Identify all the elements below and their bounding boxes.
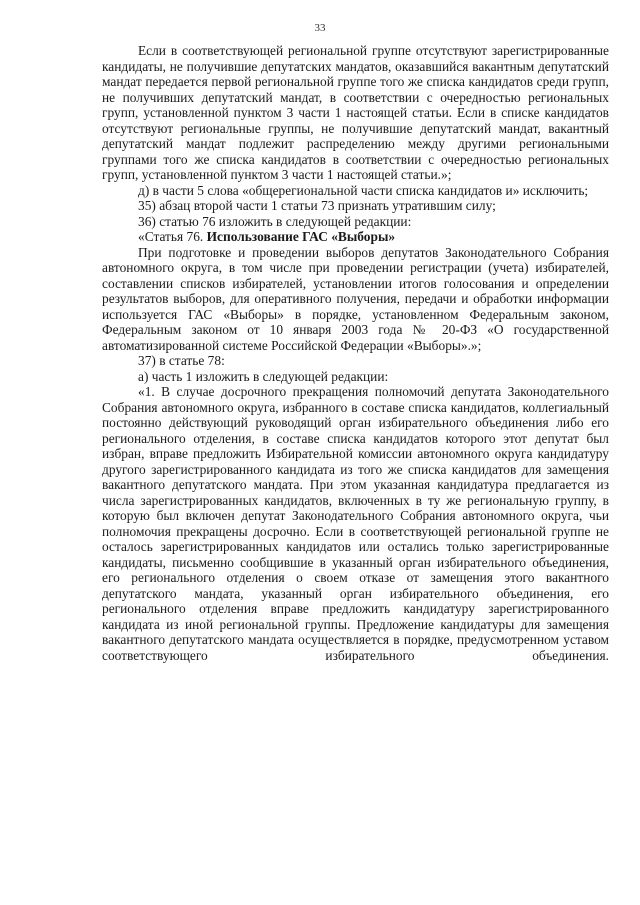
paragraph-part-1-new-wording: а) часть 1 изложить в следующей редакции: (138, 368, 389, 384)
document-body (102, 43, 609, 663)
paragraph-early-termination: «1. В случае досрочного прекращения полномочий депутата Законодательного Собрания автономного округа, избранного в составе списка кандидатов, коллегиальный постоянно действующий руководящий орган избирательного объединения либо его регионального отделения, в составе списка кандидатов которого этот депутат был избран, вправе предложить Избирательной комиссии автономного округа кандидатуру другого зарегистрированного кандидата из того же списка кандидатов для замещения вакантного депутатского мандата. При этом указанная кандидатура предлагается из числа зарегистрированных кандидатов, включенных в ту же региональную группу, в которую был включен депутат Законодательного Собрания автономного округа, чьи полномочия прекращены досрочно. Если в соответствующей региональной группе не осталось зарегистрированных кандидатов или остались только зарегистрированные кандидаты, письменно сообщившие в указанный орган избирательного объединения, его регионального отделения о своем отказе от замещения этого вакантного депутатского мандата, указанный орган избирательного объединения, его регионального отделения вправе предложить кандидатуру зарегистрированного кандидата из иной региональной группы. Предложение кандидатуры для замещения вакантного депутатского мандата осуществляется в порядке, предусмотренном уставом соответствующего избирательного объединения. (102, 384, 609, 663)
article-76-heading (102, 229, 609, 245)
article-76-heading-prefix: «Статья 76. (138, 229, 207, 244)
paragraph-article-78-intro: 37) в статье 78: (138, 353, 225, 368)
paragraph-gas-vybory-usage: При подготовке и проведении выборов депутатов Законодательного Собрания автономного округа, в том числе при проведении регистрации (учета) избирателей, составлении списков избирателей, установлении итогов голосования и определении результатов выборов, для оперативного получения, передачи и обработки информации используется ГАС «Выборы» в порядке, установленном Федеральным законом, Федеральным законом от 10 января 2003 года № 20-ФЗ «О государственной автоматизированной системе Российской Федерации «Выборы».»; (102, 244, 609, 353)
paragraph-article-73-repeal: 35) абзац второй части 1 статьи 73 признать утратившим силу; (138, 198, 496, 213)
paragraph-vacant-mandate-transfer: Если в соответствующей региональной группе отсутствуют зарегистрированные кандидаты, не получившие депутатских мандатов, оказавшийся вакантным депутатский мандат передается первой региональной группе того же списка кандидатов среди групп, не получивших депутатский мандат, в соответствии с очередностью региональных групп, установленной пунктом 3 части 1 настоящей статьи. Если в списке кандидатов отсутствуют региональные группы, не получившие депутатский мандат, вакантный депутатский мандат подлежит распределению между другими региональными группами того же списка кандидатов в соответствии с очередностью региональных групп, установленной пунктом 3 части 1 настоящей статьи.»; (102, 43, 609, 182)
paragraph-article-76-intro: 36) статью 76 изложить в следующей редакции: (138, 213, 412, 229)
page-number: 33 (314, 22, 326, 34)
article-76-heading-title: Использование ГАС «Выборы» (206, 229, 396, 244)
paragraph-part-5-amendment: д) в части 5 слова «общерегиональной части списка кандидатов и» исключить; (138, 182, 589, 198)
